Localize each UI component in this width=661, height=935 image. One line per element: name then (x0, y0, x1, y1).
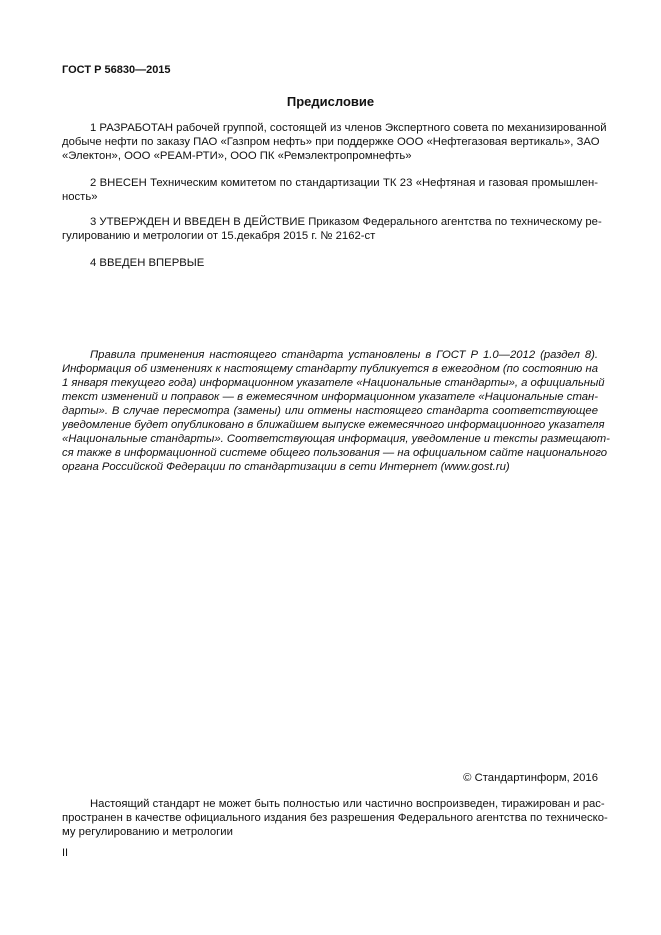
item-1-line-3: «Электон», ООО «РЕАМ-РТИ», ООО ПК «Ремэлектропромнефть» (62, 150, 412, 162)
copyright-notice: © Стандартинформ, 2016 (463, 772, 598, 784)
notice-line-6: уведомление будет опубликовано в ближайшем выпуске ежемесячного информационного указателя (62, 419, 605, 431)
item-3-line-2: гулированию и метрологии от 15.декабря 2015 г. № 2162-ст (62, 230, 376, 242)
notice-line-1: Правила применения настоящего стандарта установлены в ГОСТ Р 1.0—2012 (раздел 8). (90, 349, 598, 361)
notice-line-4: текст изменений и поправок — в ежемесячном информационном указателе «Национальные стан- (62, 391, 598, 403)
notice-line-5: дарты». В случае пересмотра (замены) или отмены настоящего стандарта соответствующее (62, 405, 598, 417)
notice-line-9: органа Российской Федерации по стандартизации в сети Интернет (www.gost.ru) (62, 461, 510, 473)
footer-line-1: Настоящий стандарт не может быть полностью или частично воспроизведен, тиражирован и рас- (90, 798, 605, 810)
notice-line-2: Информация об изменениях к настоящему стандарту публикуется в ежегодном (по состоянию на (62, 363, 598, 375)
notice-line-7: «Национальные стандарты». Соответствующая информация, уведомление и тексты размещают- (62, 433, 610, 445)
item-2-line-2: ность» (62, 191, 98, 203)
footer-line-2: пространен в качестве официального издания без разрешения Федерального агентства по техническо- (62, 812, 608, 824)
page-number: II (62, 847, 69, 859)
footer-line-3: му регулированию и метрологии (62, 826, 233, 838)
item-2-line-1: 2 ВНЕСЕН Техническим комитетом по стандартизации ТК 23 «Нефтяная и газовая промышлен- (90, 177, 598, 189)
document-code: ГОСТ Р 56830—2015 (62, 64, 171, 76)
notice-line-3: 1 января текущего года) информационном указателе «Национальные стандарты», а официальный (62, 377, 605, 389)
item-4-line-1: 4 ВВЕДЕН ВПЕРВЫЕ (90, 257, 205, 269)
item-1-line-1: 1 РАЗРАБОТАН рабочей группой, состоящей из членов Экспертного совета по механизированной (90, 122, 607, 134)
page-title: Предисловие (286, 94, 375, 109)
item-3-line-1: 3 УТВЕРЖДЕН И ВВЕДЕН В ДЕЙСТВИЕ Приказом Федерального агентства по техническому ре- (90, 216, 602, 228)
notice-line-8: ся также в информационной системе общего пользования — на официальном сайте национального (62, 447, 608, 459)
item-1-line-2: добыче нефти по заказу ПАО «Газпром нефть» при поддержке ООО «Нефтегазовая вертикаль», ЗАО (62, 136, 600, 148)
